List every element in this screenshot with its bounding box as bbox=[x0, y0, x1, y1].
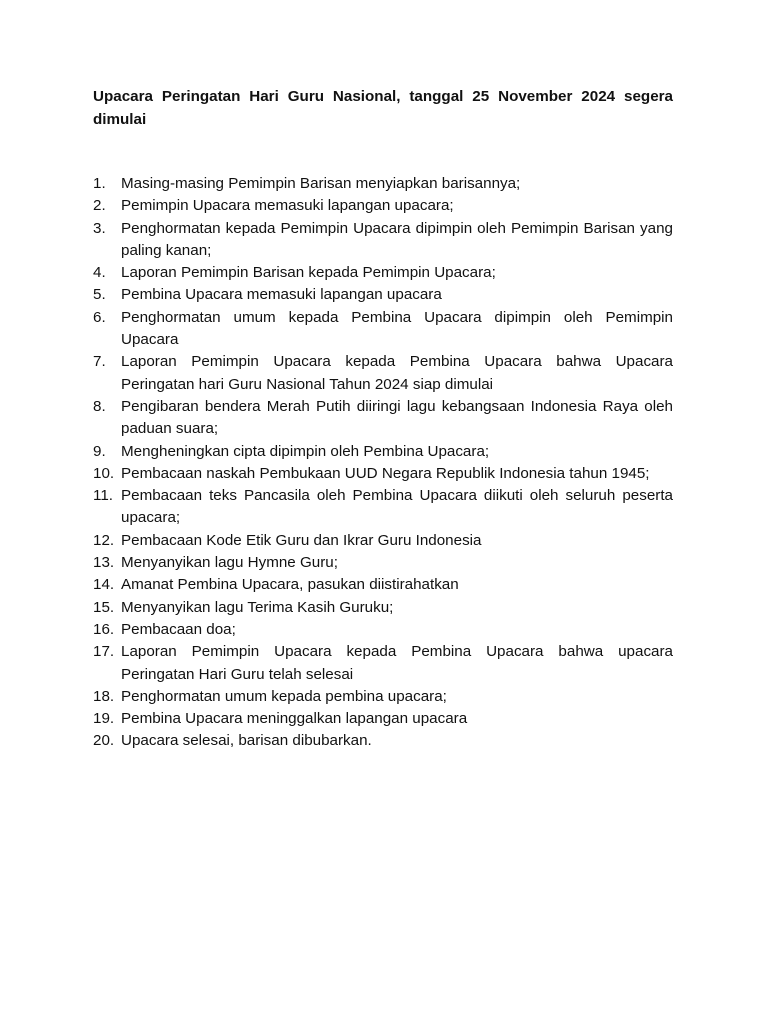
step-number: 4. bbox=[93, 264, 106, 282]
list-item bbox=[93, 284, 673, 306]
list-item bbox=[93, 441, 673, 463]
step-number: 19. bbox=[93, 710, 115, 728]
step-number: 1. bbox=[93, 175, 106, 192]
step-number: 3. bbox=[93, 219, 106, 237]
step-text: Pembacaan teks Pancasila oleh Pembina Upacara diikuti oleh seluruh peserta upacara; bbox=[121, 487, 673, 527]
list-item bbox=[93, 307, 673, 352]
list-item bbox=[93, 463, 673, 485]
step-number: 5. bbox=[93, 286, 106, 304]
list-item bbox=[93, 351, 673, 396]
list-item bbox=[93, 708, 673, 730]
step-number: 2. bbox=[93, 197, 106, 215]
step-text: Masing-masing Pemimpin Barisan menyiapkan barisannya; bbox=[121, 175, 521, 192]
step-text: Amanat Pembina Upacara, pasukan diistirahatkan bbox=[121, 576, 459, 594]
list-item bbox=[93, 195, 673, 217]
list-item bbox=[93, 597, 673, 619]
step-number: 13. bbox=[93, 554, 115, 572]
list-item bbox=[93, 262, 673, 284]
step-text: Pemimpin Upacara memasuki lapangan upacara; bbox=[121, 197, 454, 215]
step-text: Penghormatan kepada Pemimpin Upacara dipimpin oleh Pemimpin Barisan yang paling kanan; bbox=[121, 219, 673, 259]
step-text: Pengibaran bendera Merah Putih diiringi lagu kebangsaan Indonesia Raya oleh paduan suara; bbox=[121, 397, 673, 438]
ceremony-steps-list bbox=[93, 173, 673, 753]
list-item bbox=[93, 173, 673, 195]
step-number: 20. bbox=[93, 732, 115, 750]
step-number: 17. bbox=[93, 643, 115, 661]
step-text: Pembina Upacara meninggalkan lapangan upacara bbox=[121, 710, 468, 728]
list-item bbox=[93, 485, 673, 530]
step-text: Laporan Pemimpin Barisan kepada Pemimpin Upacara; bbox=[121, 264, 496, 282]
list-item bbox=[93, 530, 673, 552]
step-text: Penghormatan umum kepada pembina upacara; bbox=[121, 687, 447, 705]
list-item bbox=[93, 730, 673, 752]
list-item bbox=[93, 619, 673, 641]
step-number: 7. bbox=[93, 353, 106, 371]
step-text: Laporan Pemimpin Upacara kepada Pembina Upacara bahwa upacara Peringatan Hari Guru telah selesai bbox=[121, 643, 673, 683]
step-number: 14. bbox=[93, 576, 115, 594]
step-number: 9. bbox=[93, 442, 106, 460]
document-page bbox=[93, 86, 673, 753]
step-number: 8. bbox=[93, 397, 106, 415]
step-text: Laporan Pemimpin Upacara kepada Pembina Upacara bahwa Upacara Peringatan hari Guru Nasional Tahun 2024 siap dimulai bbox=[121, 353, 673, 393]
step-number: 15. bbox=[93, 598, 115, 616]
list-item bbox=[93, 552, 673, 574]
step-text: Menyanyikan lagu Terima Kasih Guruku; bbox=[121, 598, 394, 616]
step-text: Mengheningkan cipta dipimpin oleh Pembina Upacara; bbox=[121, 442, 490, 460]
list-item bbox=[93, 574, 673, 596]
step-number: 11. bbox=[93, 487, 113, 505]
step-number: 12. bbox=[93, 531, 115, 549]
list-item bbox=[93, 218, 673, 263]
step-text: Menyanyikan lagu Hymne Guru; bbox=[121, 554, 338, 572]
step-text: Upacara selesai, barisan dibubarkan. bbox=[121, 732, 372, 750]
step-text: Pembina Upacara memasuki lapangan upacara bbox=[121, 286, 442, 304]
list-item bbox=[93, 686, 673, 708]
step-number: 6. bbox=[93, 308, 106, 326]
step-text: Pembacaan Kode Etik Guru dan Ikrar Guru Indonesia bbox=[121, 531, 482, 549]
step-number: 16. bbox=[93, 620, 115, 638]
step-number: 10. bbox=[93, 464, 115, 482]
document-heading: Upacara Peringatan Hari Guru Nasional, tanggal 25 November 2024 segera dimulai bbox=[93, 88, 673, 128]
step-number: 18. bbox=[93, 687, 115, 705]
step-text: Pembacaan naskah Pembukaan UUD Negara Republik Indonesia tahun 1945; bbox=[121, 464, 650, 482]
list-item bbox=[93, 396, 673, 441]
step-text: Pembacaan doa; bbox=[121, 620, 236, 638]
list-item bbox=[93, 641, 673, 686]
step-text: Penghormatan umum kepada Pembina Upacara dipimpin oleh Pemimpin Upacara bbox=[121, 308, 673, 349]
